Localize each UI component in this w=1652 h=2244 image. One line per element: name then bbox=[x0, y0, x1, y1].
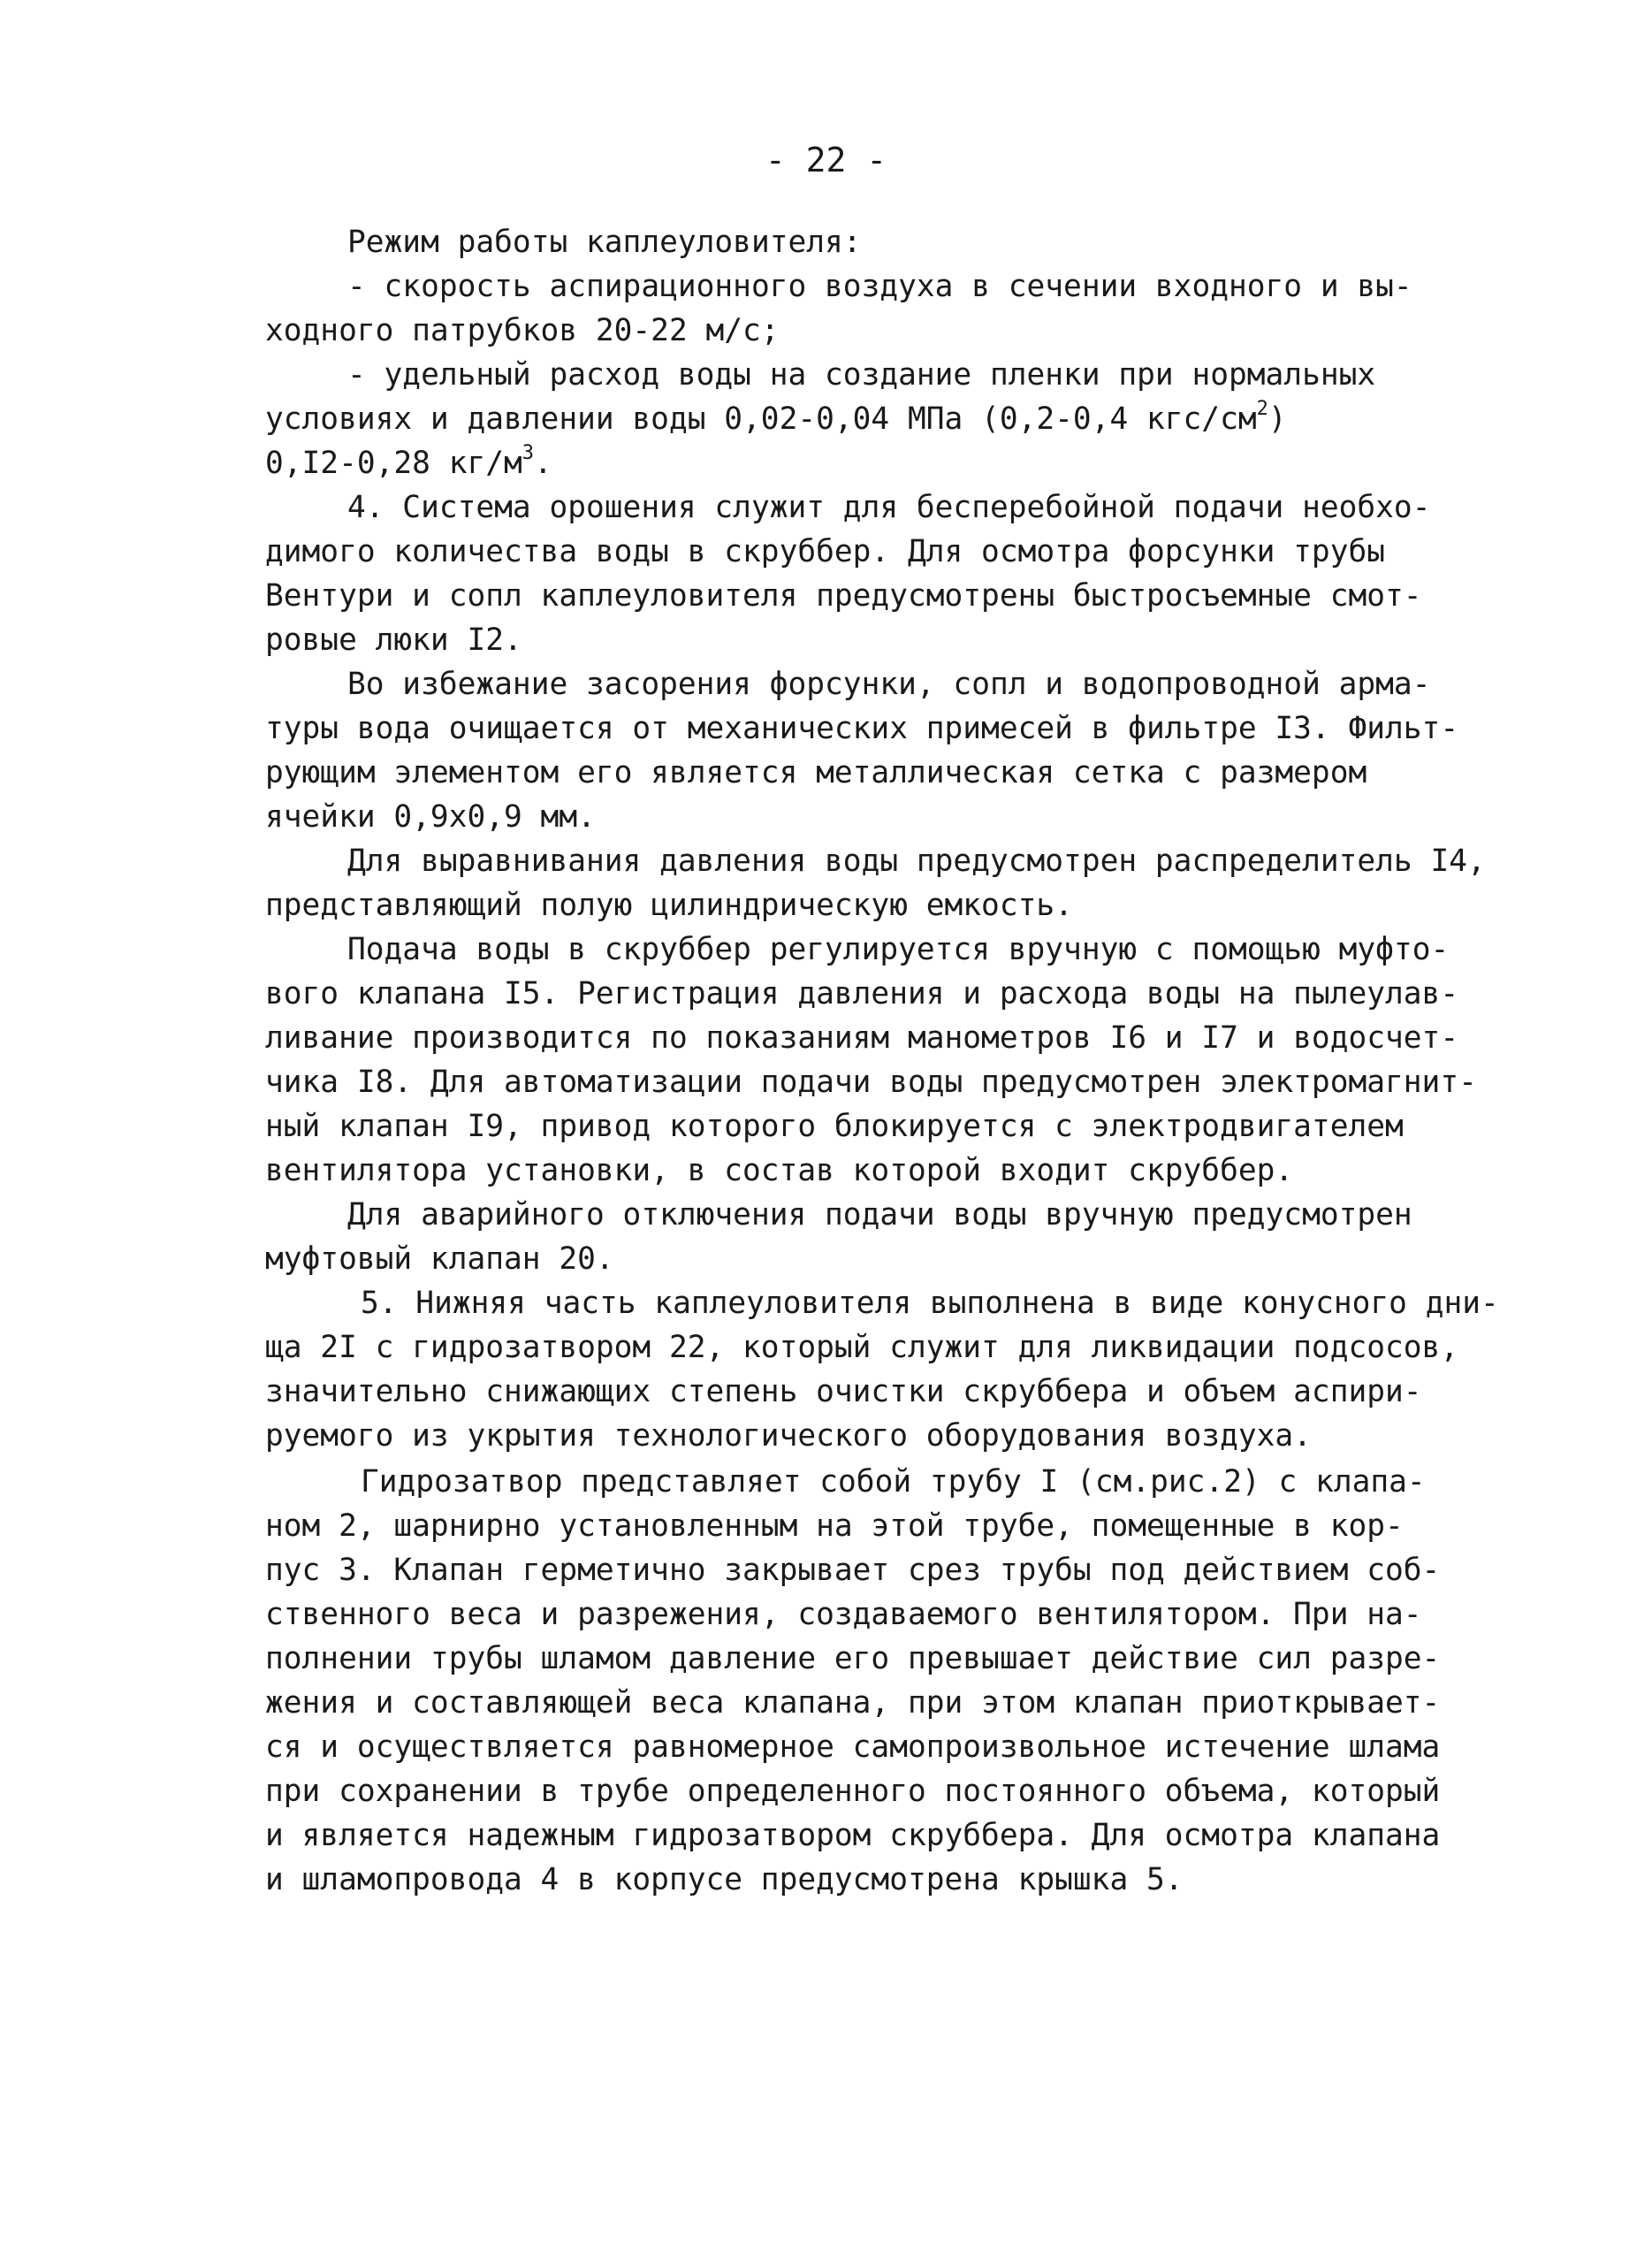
text-line: Гидрозатвор представляет собой трубу I (см.рис.2) с клапа- bbox=[361, 1464, 1426, 1500]
text-line: - скорость аспирационного воздуха в сечении входного и вы- bbox=[347, 269, 1412, 304]
text-line: жения и составляющей веса клапана, при этом клапан приоткрывает- bbox=[265, 1685, 1441, 1721]
text-line: ном 2, шарнирно установленным на этой трубе, помещенные в кор- bbox=[265, 1508, 1404, 1544]
superscript: 3 bbox=[521, 441, 535, 464]
text-line: чика I8. Для автоматизации подачи воды предусмотрен электромагнит- bbox=[265, 1065, 1477, 1100]
text-line: и является надежным гидрозатвором скруббера. Для осмотра клапана bbox=[265, 1818, 1441, 1853]
text-line: димого количества воды в скруббер. Для осмотра форсунки трубы bbox=[265, 534, 1386, 569]
text-line: 4. Система орошения служит для бесперебойной подачи необхо- bbox=[347, 490, 1431, 525]
text-line: вентилятора установки, в состав которой входит скруббер. bbox=[265, 1153, 1294, 1188]
text-line: ся и осуществляется равномерное самопроизвольное истечение шлама bbox=[265, 1729, 1441, 1765]
text-line: рующим элементом его является металлическая сетка с размером bbox=[265, 755, 1367, 790]
text-line: муфтовый клапан 20. bbox=[265, 1241, 614, 1277]
text-line: Во избежание засорения форсунки, сопл и водопроводной арма- bbox=[347, 667, 1431, 702]
text-line: пус 3. Клапан герметично закрывает срез трубы под действием соб- bbox=[265, 1553, 1441, 1588]
text-line: полнении трубы шламом давление его превышает действие сил разре- bbox=[265, 1641, 1441, 1676]
text-line bbox=[265, 442, 552, 486]
text-line: туры вода очищается от механических примесей в фильтре I3. Фильт- bbox=[265, 711, 1459, 746]
text-line: ячейки 0,9х0,9 мм. bbox=[265, 799, 596, 835]
text-line: Вентури и сопл каплеуловителя предусмотрены быстросъемные смот- bbox=[265, 578, 1422, 614]
text-run: ) bbox=[1268, 401, 1287, 437]
text-line: 5. Нижняя часть каплеуловителя выполнена в виде конусного дни- bbox=[361, 1286, 1499, 1321]
text-line: и шламопровода 4 в корпусе предусмотрена крышка 5. bbox=[265, 1862, 1184, 1897]
text-line: ливание производится по показаниям манометров I6 и I7 и водосчет- bbox=[265, 1020, 1459, 1056]
text-run: условиях и давлении воды 0,02-0,04 МПа (0,2-0,4 кгс/см bbox=[265, 401, 1257, 437]
text-line: представляющий полую цилиндрическую емкость. bbox=[265, 888, 1073, 923]
text-line: - удельный расход воды на создание пленки при нормальных bbox=[347, 357, 1376, 393]
text-run: . bbox=[534, 446, 552, 481]
text-line: Подача воды в скруббер регулируется вручную с помощью муфто- bbox=[347, 932, 1450, 967]
superscript: 2 bbox=[1256, 397, 1268, 420]
text-line: вого клапана I5. Регистрация давления и расхода воды на пылеулав- bbox=[265, 976, 1459, 1011]
text-line: ственного веса и разрежения, создаваемого вентилятором. При на- bbox=[265, 1597, 1422, 1632]
text-line: ный клапан I9, привод которого блокируется с электродвигателем bbox=[265, 1109, 1404, 1144]
text-line: ща 2I с гидрозатвором 22, который служит для ликвидации подсосов, bbox=[265, 1330, 1459, 1365]
text-run: 0,I2-0,28 кг/м bbox=[265, 446, 522, 481]
text-line: ровые люки I2. bbox=[265, 622, 522, 658]
text-line bbox=[265, 398, 1287, 442]
text-line: значительно снижающих степень очистки скруббера и объем аспири- bbox=[265, 1374, 1422, 1409]
text-line: Для выравнивания давления воды предусмотрен распределитель I4, bbox=[347, 843, 1486, 879]
page-number: - 22 - bbox=[765, 141, 887, 179]
text-line: Для аварийного отключения подачи воды вручную предусмотрен bbox=[347, 1197, 1412, 1233]
text-line: ходного патрубков 20-22 м/с; bbox=[265, 313, 780, 348]
text-line: Режим работы каплеуловителя: bbox=[347, 225, 862, 260]
text-line: при сохранении в трубе определенного постоянного объема, который bbox=[265, 1774, 1441, 1809]
text-line: руемого из укрытия технологического оборудования воздуха. bbox=[265, 1418, 1312, 1454]
